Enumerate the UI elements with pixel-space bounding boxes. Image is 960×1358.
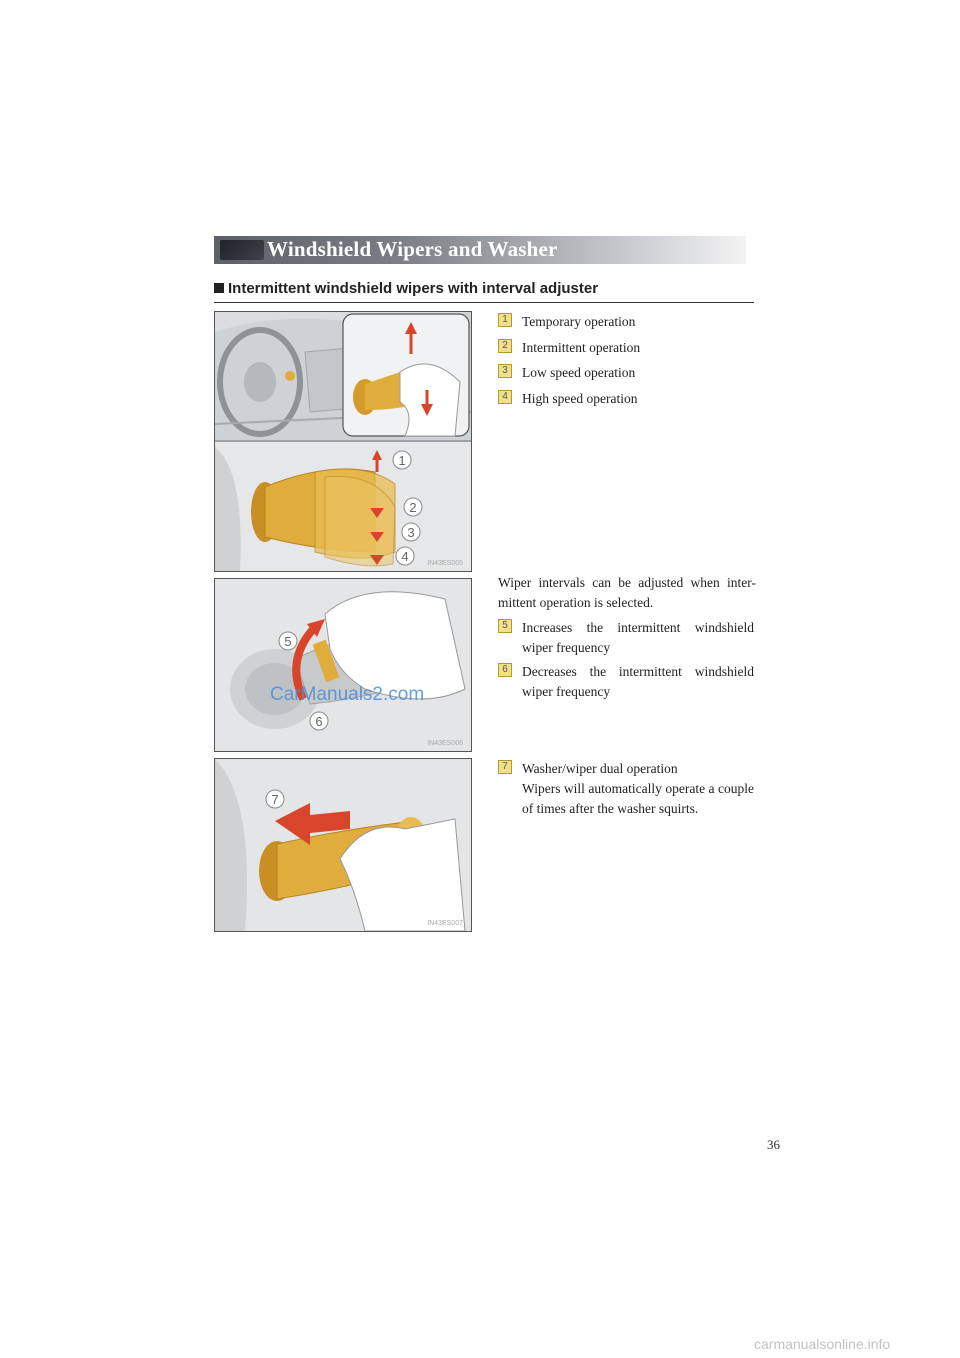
- list-item-5: [498, 618, 758, 658]
- section-heading: [214, 280, 754, 303]
- figure-code: IN43ES007: [427, 920, 463, 927]
- section-heading-text: Intermittent windshield wipers with interval adjuster: [228, 280, 599, 297]
- footer-site-watermark: carmanualsonline.info: [754, 1336, 891, 1352]
- num-badge: 2: [498, 339, 512, 353]
- list-item-6: [498, 662, 758, 702]
- callout-5: 5: [284, 634, 292, 649]
- list-item-4: [498, 389, 758, 409]
- item-text: Low speed operation: [522, 365, 636, 380]
- figure-code: IN43ES006: [427, 740, 463, 747]
- num-badge: 7: [498, 760, 512, 774]
- watermark-text: CarManuals2.com: [270, 684, 425, 705]
- callout-2: 2: [409, 500, 417, 515]
- num-badge: 3: [498, 364, 512, 378]
- interval-adjuster-illustration: [215, 579, 471, 751]
- item-text: High speed operation: [522, 391, 638, 406]
- page-title: Windshield Wipers and Washer: [267, 237, 558, 261]
- item-text: Washer/wiper dual operation: [522, 761, 678, 776]
- page-number: 36: [767, 1137, 780, 1152]
- figure-interval-adjuster: [214, 578, 472, 752]
- callout-4: 4: [401, 549, 409, 564]
- list-item-1: [498, 312, 758, 332]
- wiper-positions-illustration: [215, 312, 471, 571]
- callout-3: 3: [407, 525, 415, 540]
- title-chip-image: [220, 240, 264, 260]
- figure-washer-operation: [214, 758, 472, 932]
- num-badge: 6: [498, 663, 512, 677]
- item-text: Increases the intermittent windshield wiper frequency: [522, 620, 754, 655]
- item-text: Decreases the intermittent windshield wiper frequency: [522, 664, 754, 699]
- callout-7: 7: [271, 792, 279, 807]
- list-item-3: [498, 363, 758, 383]
- list-item-2: [498, 338, 758, 358]
- bullet-square-icon: [214, 283, 224, 293]
- num-badge: 4: [498, 390, 512, 404]
- washer-note: Wipers will automatically operate a couple of times after the washer squirts.: [522, 781, 754, 816]
- washer-operation-illustration: [215, 759, 471, 931]
- interval-paragraph: Wiper intervals can be adjusted when inter-mittent operation is selected.: [498, 575, 756, 610]
- figure-code: IN43ES005: [427, 560, 463, 567]
- list-item-7: [498, 759, 758, 819]
- num-badge: 1: [498, 313, 512, 327]
- figure-wiper-positions: [214, 311, 472, 572]
- callout-6: 6: [315, 714, 323, 729]
- callout-1: 1: [398, 453, 406, 468]
- title-bar: [214, 236, 746, 264]
- item-text: Temporary operation: [522, 314, 636, 329]
- item-text: Intermittent operation: [522, 340, 641, 355]
- num-badge: 5: [498, 619, 512, 633]
